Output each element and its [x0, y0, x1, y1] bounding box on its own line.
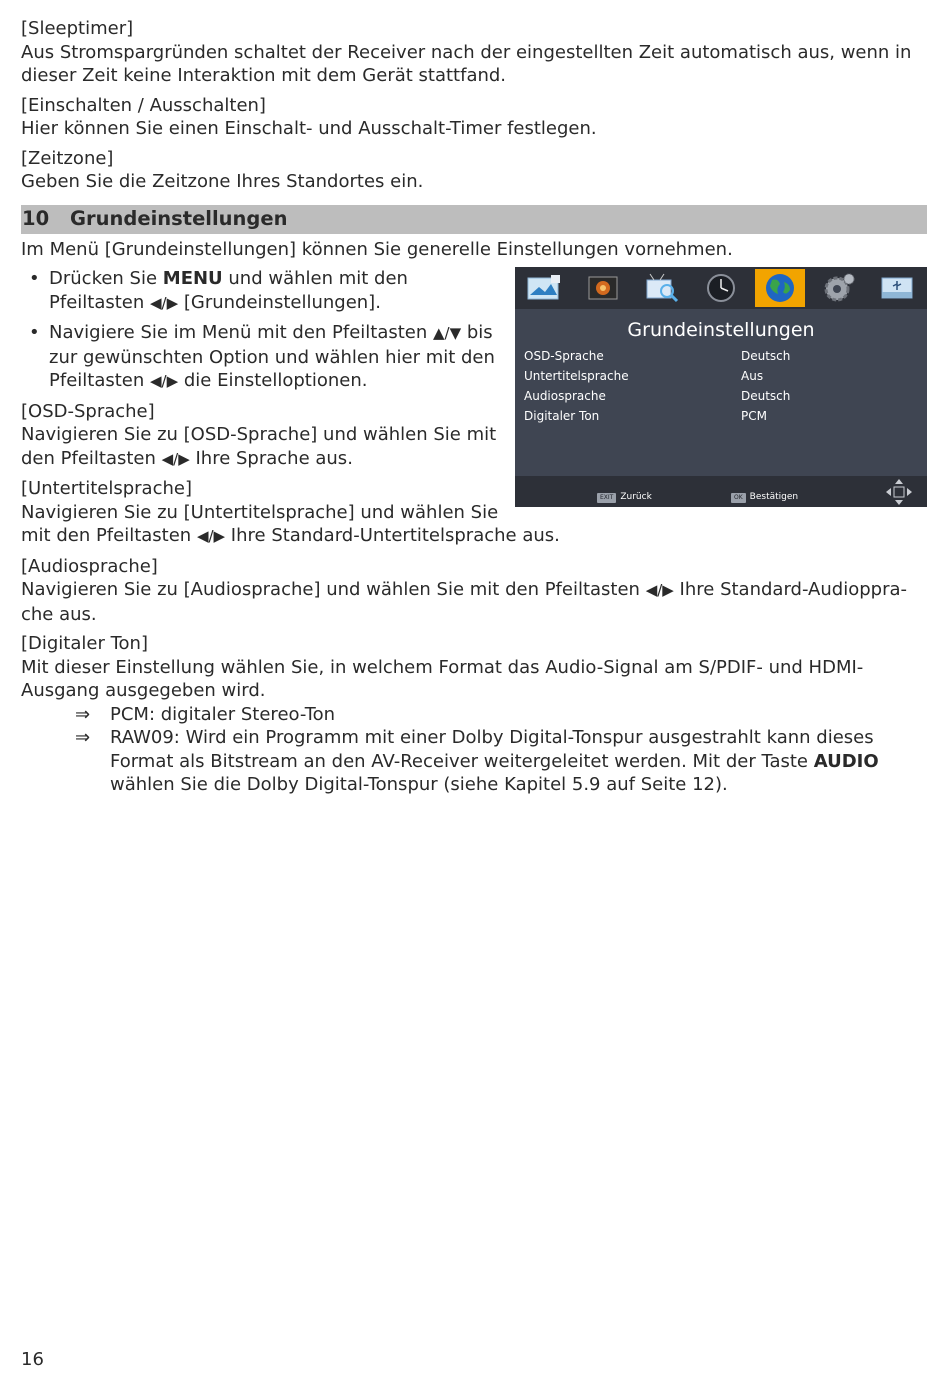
sleeptimer-section [21, 17, 927, 88]
navigation-arrows-icon [885, 478, 913, 506]
exit-hint [597, 486, 652, 507]
heading-title: Grundeinstellungen [70, 207, 288, 231]
tv-row-label: OSD-Sprache [524, 349, 604, 363]
subtitle-text: Navigieren Sie zu [Untertitelsprache] und wählen Sie mit den Pfeiltasten [21, 501, 499, 546]
tv-menu-row[interactable] [524, 408, 919, 424]
list-item [21, 267, 501, 315]
list-item [21, 726, 927, 797]
tv-menu-row[interactable] [524, 348, 919, 364]
heading-number: 10 [22, 207, 50, 231]
subtitle-title: [Untertitelsprache] [21, 478, 192, 499]
document-page [21, 17, 927, 797]
intro-text: Im Menü [Grundeinstellungen] können Sie generelle Einstellungen vornehmen. [21, 238, 733, 260]
media-icon [578, 269, 628, 307]
usb-icon [872, 269, 922, 307]
option-text: wählen Sie die Dolby Digital-Tonspur (siehe Kapitel 5.9 auf Seite 12). [110, 774, 728, 795]
ok-hint [731, 486, 798, 507]
clock-icon [696, 269, 746, 307]
sleeptimer-text: Aus Stromspargründen schaltet der Receiver nach der eingestellten Zeit automatisch aus, wenn in dieser Zeit keine Interaktion mit dem Gerät stattfand. [21, 41, 912, 86]
globe-icon [755, 269, 805, 307]
tv-row-value: Deutsch [741, 349, 791, 363]
page-number: 16 [21, 1349, 44, 1370]
tv-row-label: Untertitelsprache [524, 369, 629, 383]
tv-menu [515, 267, 927, 507]
left-right-arrows-icon: ◀/▶ [150, 293, 179, 312]
tv-icon-bar [515, 267, 927, 309]
osd-text: Navigieren Sie zu [OSD-Sprache] und wählen Sie mit den Pfeiltasten [21, 424, 497, 469]
left-right-arrows-icon: ◀/▶ [645, 581, 674, 599]
tv-menu-title: Grundeinstellungen [627, 319, 815, 341]
timezone-title: [Zeitzone] [21, 147, 114, 169]
digital-title: [Digitaler Ton] [21, 633, 148, 654]
audio-text: Navigieren Sie zu [Audiosprache] und wählen Sie mit den Pfeiltasten [21, 579, 646, 600]
subtitle-text: Ihre Standard-Untertitelsprache aus. [225, 525, 560, 546]
bullet-text: Drücken Sie [49, 268, 163, 289]
bullet-text: bis zur gewünschten Option und wählen hier mit den Pfeiltasten [49, 322, 495, 391]
implies-arrow-icon: ⇒ [75, 727, 91, 748]
bullet-text: Navigiere Sie im Menü mit den Pfeiltasten [49, 322, 434, 343]
digital-text: Mit dieser Einstellung wählen Sie, in welchem Format das Audio-Signal am S/PDIF- und HDMI-Ausgang ausgegeben wird. [21, 656, 864, 701]
implies-arrow-icon: ⇒ [75, 703, 91, 725]
tv-row-label: Audiosprache [524, 389, 606, 403]
settings-gear-icon [814, 269, 864, 307]
option-text: RAW09: Wird ein Programm mit einer Dolby Digital-Tonspur ausgestrahlt kann dieses Format als Bitstream an den AV-Receiver weitergeleitet werden. Mit der Taste [110, 727, 874, 772]
timezone-text: Geben Sie die Zeitzone Ihres Standortes ein. [21, 171, 424, 192]
onoff-title: [Einschalten / Ausschalten] [21, 94, 266, 116]
up-down-arrows-icon: ▲/▼ [433, 324, 462, 342]
tv-row-value: Deutsch [741, 389, 791, 403]
left-right-arrows-icon: ◀/▶ [196, 527, 226, 545]
osd-text: Ihre Sprache aus. [189, 447, 353, 469]
menu-key-label: MENU [162, 268, 223, 289]
list-item [21, 703, 927, 727]
instruction-list [21, 267, 501, 394]
osd-title: [OSD-Sprache] [21, 400, 155, 422]
ok-label: Bestätigen [749, 492, 799, 502]
bullet-text: die Einstelloptionen. [178, 370, 368, 391]
section-heading [21, 205, 927, 234]
exit-key: EXIT [597, 493, 616, 503]
digital-options-list [21, 703, 927, 797]
bullet-text: und wählen mit den Pfeiltasten [49, 268, 408, 313]
sleeptimer-title: [Sleeptimer] [21, 18, 134, 39]
audio-text: Ihre Standard-Audioppra-che aus. [21, 579, 907, 625]
digital-section [21, 632, 927, 703]
exit-label: Zurück [620, 492, 652, 502]
bullet-text: [Grundeinstellungen]. [178, 291, 381, 313]
audio-key-label: AUDIO [813, 750, 879, 772]
tv-menu-screenshot [515, 267, 927, 507]
timezone-section [21, 147, 927, 194]
tv-menu-row[interactable] [524, 388, 919, 404]
tv-row-value: PCM [741, 409, 767, 423]
tv-help-bar [515, 476, 927, 507]
left-right-arrows-icon: ◀/▶ [161, 449, 190, 468]
tv-menu-row[interactable] [524, 368, 919, 384]
tv-row-label: Digitaler Ton [524, 409, 600, 423]
onoff-section [21, 94, 927, 141]
option-text: PCM: digitaler Stereo-Ton [110, 703, 336, 725]
ok-key: OK [731, 493, 746, 503]
picture-icon [519, 269, 569, 307]
tv-row-value: Aus [741, 369, 764, 383]
list-item [21, 321, 501, 394]
left-right-arrows-icon: ◀/▶ [150, 372, 179, 390]
audio-section [21, 555, 927, 627]
audio-title: [Audiosprache] [21, 555, 158, 577]
channel-search-icon [637, 269, 687, 307]
onoff-text: Hier können Sie einen Einschalt- und Ausschalt-Timer festlegen. [21, 118, 597, 139]
